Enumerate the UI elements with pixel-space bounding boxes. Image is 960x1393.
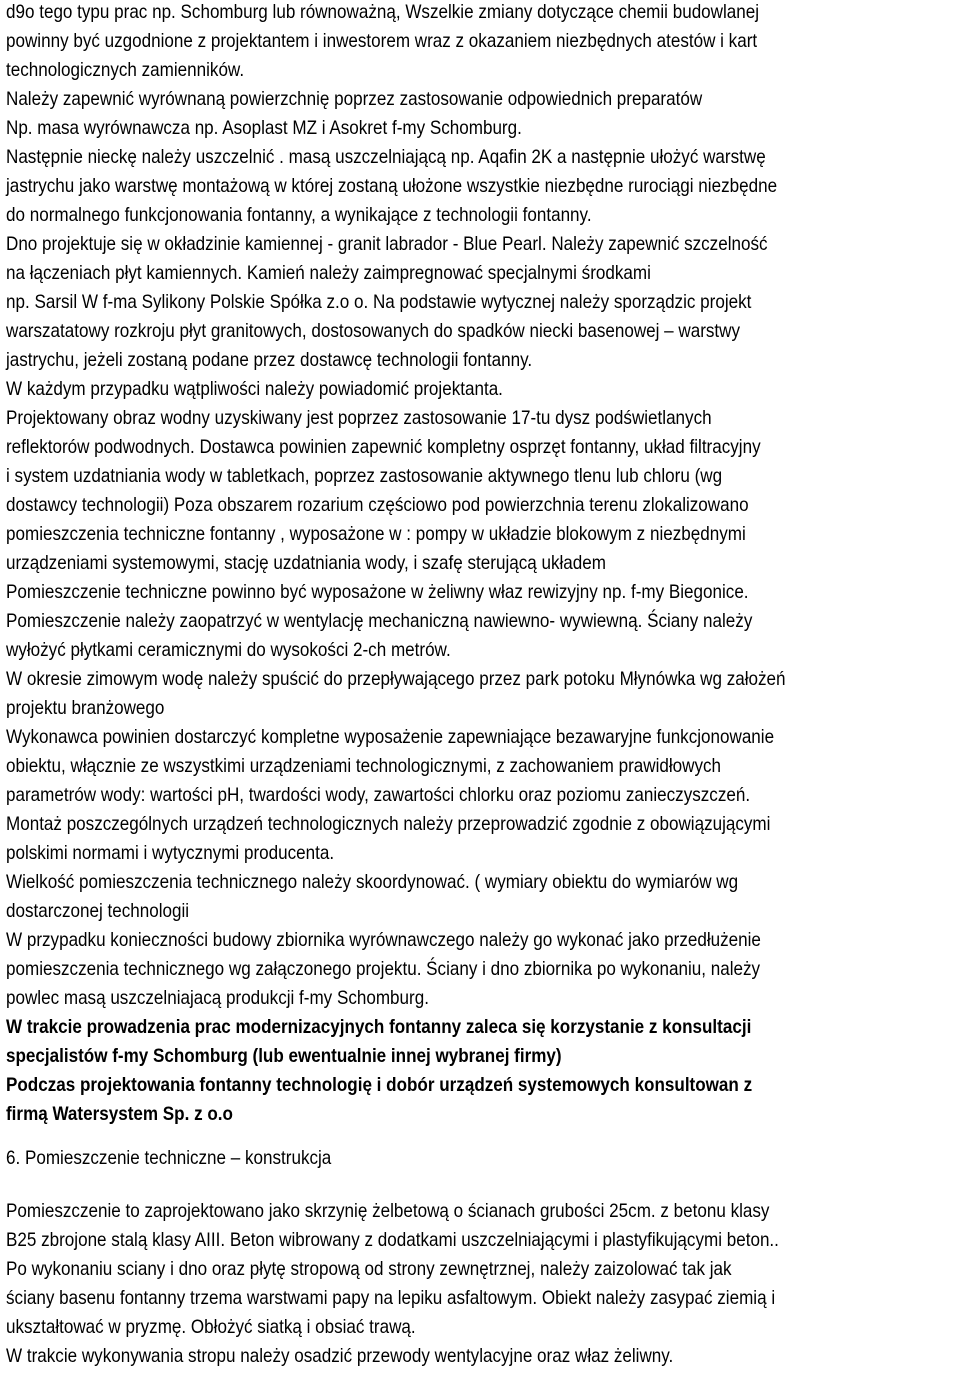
text-line: Pomieszczenie techniczne powinno być wyposażone w żeliwny właz rewizyjny np. f-my Biegonice. [6, 581, 749, 603]
text-line: technologicznych zamienników. [6, 59, 245, 81]
body-paragraph-1 [6, 0, 960, 1013]
text-line: warszatatowy rozkroju płyt granitowych, dostosowanych do spadków niecki basenowej – warstwy [6, 320, 741, 342]
text-line: Wielkość pomieszczenia technicznego należy skoordynować. ( wymiary obiektu do wymiarów wg [6, 871, 739, 893]
text-line: B25 zbrojone stalą klasy AIII. Beton wibrowany z dodatkami uszczelniającymi i plastyfikującymi beton.. [6, 1229, 779, 1251]
bold-notice [6, 1013, 960, 1129]
spacer [6, 1129, 960, 1144]
text-line: Montaż poszczególnych urządzeń technologicznych należy przeprowadzić zgodnie z obowiązującymi [6, 813, 771, 835]
text-line: jastrychu, jeżeli zostaną podane przez dostawcę technologii fontanny. [6, 349, 533, 371]
spacer [6, 1173, 960, 1197]
text-line: powlec masą uszczelniajacą produkcji f-my Schomburg. [6, 987, 429, 1009]
text-line: pomieszczenia techniczne fontanny , wyposażone w : pompy w układzie blokowym z niezbędnymi [6, 523, 746, 545]
text-line: dostawcy technologii) Poza obszarem rozarium częściowo pod powierzchnia terenu zlokalizowano [6, 494, 749, 516]
text-line: ukształtować w pryzmę. Obłożyć siatką i obsiać trawą. [6, 1316, 416, 1338]
text-line: Dno projektuje się w okładzinie kamiennej - granit labrador - Blue Pearl. Należy zapewnić szczelność [6, 233, 768, 255]
body-paragraph-2 [6, 1197, 960, 1371]
text-line: Należy zapewnić wyrównaną powierzchnię poprzez zastosowanie odpowiednich preparatów [6, 88, 703, 110]
text-line: wyłożyć płytkami ceramicznymi do wysokości 2-ch metrów. [6, 639, 451, 661]
text-line: Po wykonaniu sciany i dno oraz płytę stropową od strony zewnętrznej, należy zaizolować tak jak [6, 1258, 732, 1280]
text-line: np. Sarsil W f-ma Sylikony Polskie Spółka z.o o. Na podstawie wytycznej należy sporządzic projekt [6, 291, 752, 313]
text-line: i system uzdatniania wody w tabletkach, poprzez zastosowanie aktywnego tlenu lub chloru (wg [6, 465, 723, 487]
text-line: urządzeniami systemowymi, stację uzdatniania wody, i szafę sterującą układem [6, 552, 606, 574]
text-line: ściany basenu fontanny trzema warstwami papy na lepiku asfaltowym. Obiekt należy zasypać ziemią i [6, 1287, 776, 1309]
text-line: jastrychu jako warstwę montażową w której zostaną ułożone wszystkie niezbędne rurociągi niezbędne [6, 175, 778, 197]
text-line: d9o tego typu prac np. Schomburg lub równoważną, Wszelkie zmiany dotyczące chemii budowlanej [6, 1, 760, 23]
text-line: Pomieszczenie należy zaopatrzyć w wentylację mechaniczną nawiewno- wywiewną. Ściany należy [6, 610, 753, 632]
bold-text-line: firmą Watersystem Sp. z o.o [6, 1103, 233, 1125]
text-line: projektu branżowego [6, 697, 165, 719]
text-line: W trakcie wykonywania stropu należy osadzić przewody wentylacyjne oraz właz żeliwny. [6, 1345, 674, 1367]
text-line: pomieszczenia technicznego wg załączonego projektu. Ściany i dno zbiornika po wykonaniu, należy [6, 958, 761, 980]
bold-text-line: W trakcie prowadzenia prac modernizacyjnych fontanny zaleca się korzystanie z konsultacji [6, 1016, 752, 1038]
text-line: Następnie nieckę należy uszczelnić . masą uszczelniającą np. Aqafin 2K a następnie ułożyć warstwę [6, 146, 766, 168]
text-line: Projektowany obraz wodny uzyskiwany jest poprzez zastosowanie 17-tu dysz podświetlanych [6, 407, 712, 429]
text-line: parametrów wody: wartości pH, twardości wody, zawartości chlorku oraz poziomu zanieczyszczeń. [6, 784, 751, 806]
text-line: powinny być uzgodnione z projektantem i inwestorem wraz z okazaniem niezbędnych atestów i kart [6, 30, 758, 52]
text-line: Np. masa wyrównawcza np. Asoplast MZ i Asokret f-my Schomburg. [6, 117, 522, 139]
text-line: reflektorów podwodnych. Dostawca powinien zapewnić kompletny osprzęt fontanny, układ filtracyjny [6, 436, 761, 458]
text-line: W okresie zimowym wodę należy spuścić do przepływającego przez park potoku Młynówka wg założeń [6, 668, 786, 690]
text-line: na łączeniach płyt kamiennych. Kamień należy zaimpregnować specjalnymi środkami [6, 262, 651, 284]
text-line: Pomieszczenie to zaprojektowano jako skrzynię żelbetową o ścianach grubości 25cm. z betonu klasy [6, 1200, 770, 1222]
text-line: W każdym przypadku wątpliwości należy powiadomić projektanta. [6, 378, 503, 400]
text-line: polskimi normami i wytycznymi producenta. [6, 842, 335, 864]
section-heading: 6. Pomieszczenie techniczne – konstrukcja [6, 1147, 332, 1169]
text-line: obiektu, włącznie ze wszystkimi urządzeniami technologicznymi, z zachowaniem prawidłowych [6, 755, 722, 777]
text-line: dostarczonej technologii [6, 900, 190, 922]
text-line: Wykonawca powinien dostarczyć kompletne wyposażenie zapewniające bezawaryjne funkcjonowanie [6, 726, 775, 748]
bold-text-line: specjalistów f-my Schomburg (lub ewentualnie innej wybranej firmy) [6, 1045, 562, 1067]
text-line: do normalnego funkcjonowania fontanny, a wynikające z technologii fontanny. [6, 204, 592, 226]
bold-text-line: Podczas projektowania fontanny technologię i dobór urządzeń systemowych konsultowan z [6, 1074, 753, 1096]
text-line: W przypadku konieczności budowy zbiornika wyrównawczego należy go wykonać jako przedłużenie [6, 929, 761, 951]
